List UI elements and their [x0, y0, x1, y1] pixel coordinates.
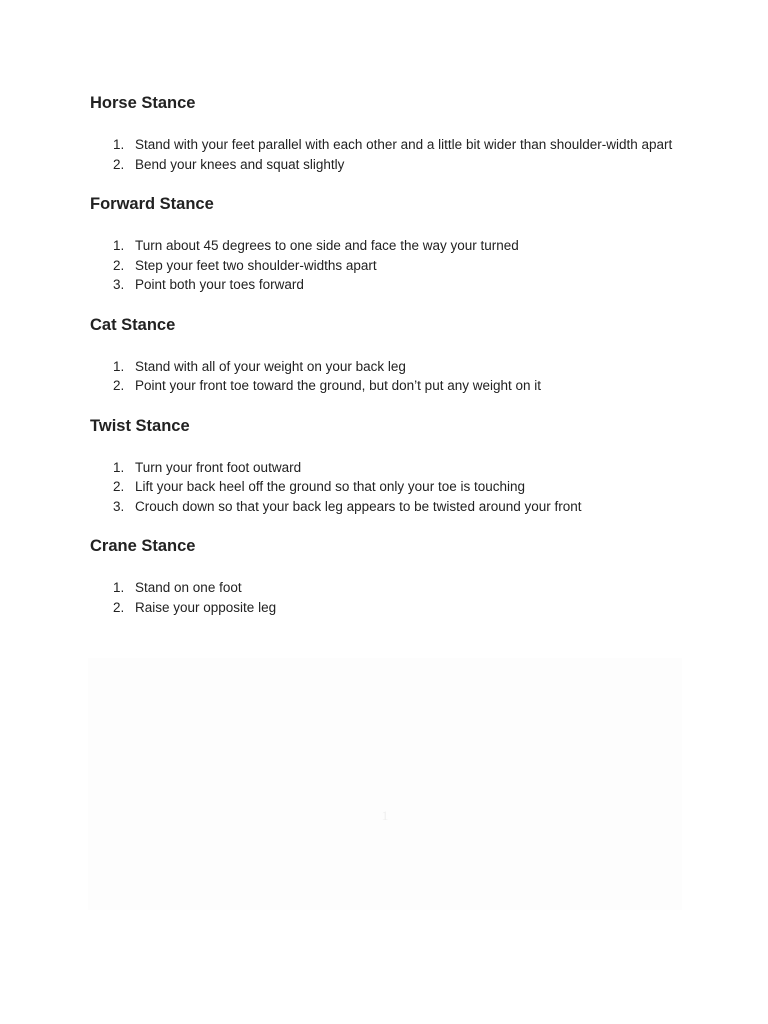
list-item-text: Step your feet two shoulder-widths apart: [135, 257, 377, 273]
list-item: [90, 357, 690, 377]
numbered-list: [90, 236, 690, 295]
section-horse-stance: [90, 93, 690, 174]
list-number: 1.: [113, 137, 125, 152]
list-item-text: Raise your opposite leg: [135, 599, 277, 615]
document-content: [90, 93, 690, 617]
list-number: 3.: [113, 498, 125, 514]
numbered-list: [90, 458, 690, 517]
list-item: [90, 578, 690, 598]
section-twist-stance: [90, 416, 690, 517]
list-number: 1.: [113, 358, 125, 374]
list-item: [90, 236, 690, 256]
list-item-text: Point your front toe toward the ground, but don’t put any weight on it: [135, 378, 542, 393]
section-heading: Horse Stance: [90, 94, 196, 112]
list-item: [90, 275, 690, 295]
list-item: [90, 598, 690, 618]
list-number: 1.: [113, 459, 125, 475]
list-number: 1.: [113, 580, 125, 595]
list-item: [90, 256, 690, 276]
list-item: [90, 376, 690, 396]
list-item-text: Stand with all of your weight on your back leg: [135, 358, 406, 374]
section-heading: Crane Stance: [90, 537, 196, 555]
section-heading: Cat Stance: [90, 315, 176, 334]
page-footer: [88, 658, 682, 910]
section-crane-stance: [90, 536, 690, 617]
list-item-text: Crouch down so that your back leg appears to be twisted around your front: [135, 498, 582, 514]
list-item: [90, 155, 690, 175]
list-item: [90, 497, 690, 517]
page-number: 1: [381, 808, 389, 823]
list-number: 1.: [113, 238, 125, 253]
list-item-text: Point both your toes forward: [135, 277, 304, 292]
numbered-list: [90, 578, 690, 617]
section-cat-stance: [90, 315, 690, 396]
list-item: [90, 477, 690, 497]
list-number: 2.: [113, 257, 125, 273]
list-item-text: Stand with your feet parallel with each other and a little bit wider than shoulder-width apart: [135, 137, 673, 152]
list-item-text: Turn your front foot outward: [135, 459, 302, 475]
list-number: 2.: [113, 479, 125, 494]
numbered-list: [90, 135, 690, 174]
list-item-text: Turn about 45 degrees to one side and face the way your turned: [135, 238, 519, 253]
list-number: 2.: [113, 378, 125, 393]
list-number: 3.: [113, 277, 125, 292]
list-item-text: Lift your back heel off the ground so that only your toe is touching: [135, 479, 525, 494]
list-item-text: Bend your knees and squat slightly: [135, 156, 345, 172]
section-heading: Twist Stance: [90, 416, 190, 435]
list-number: 2.: [113, 599, 125, 615]
list-item: [90, 135, 690, 155]
list-item-text: Stand on one foot: [135, 580, 242, 595]
list-item: [90, 458, 690, 478]
section-heading: Forward Stance: [90, 195, 214, 213]
list-number: 2.: [113, 156, 125, 172]
section-forward-stance: [90, 194, 690, 295]
numbered-list: [90, 357, 690, 396]
